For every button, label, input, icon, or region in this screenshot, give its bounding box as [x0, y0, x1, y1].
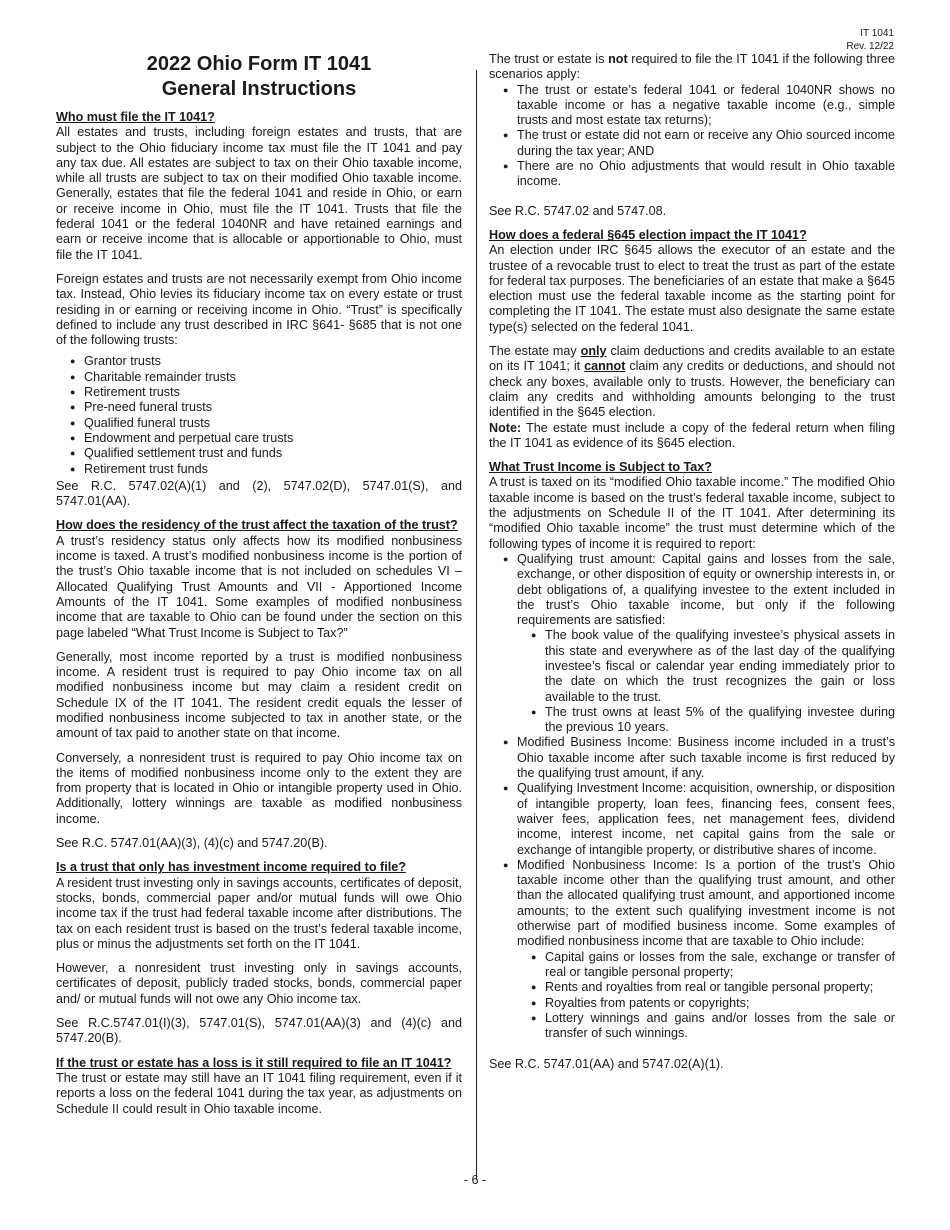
- left-column: [56, 52, 462, 1117]
- nonbusiness-examples-list: [531, 950, 895, 1042]
- list-item: ● Pre-need funeral trusts: [70, 400, 462, 415]
- trust-income-paragraph: A trust is taxed on its “modified Ohio taxable income.” The modified Ohio taxable income is based on the trust’s federal taxable income, subject to the adjustments on Schedule II of the IT 1041. After determining its “modified Ohio taxable income” the trust must determine which of the following types of income it is required to report:: [489, 475, 895, 551]
- list-item-modified-nonbusiness-income: ● Modified Nonbusiness Income: Is a portion of the trust’s Ohio taxable income other than the qualifying trust amount, and other than the allocated qualifying trust amount, and apportioned income amounts; to the extent such qualifying investment income is not otherwise part of modified business income. Some examples of modified nonbusiness income that are taxable to Ohio include: ● Capital gains or losses from the sale, exchange or transfer of real or tangible personal property; ● Rents and royalties from real or tangible personal property; ● Royalties from patents or copyrights; ● Lottery winnings and gains and/or losses from the sale or transfer of such winnings.: [503, 858, 895, 1042]
- trust-income-heading: What Trust Income is Subject to Tax?: [489, 460, 712, 475]
- residency-paragraph-1: A trust’s residency status only affects how its modified nonbusiness income is taxed. A trust’s modified nonbusiness income is the portion of the trust’s Ohio taxable income that is not included on schedules VI – Allocated Qualifying Trust Amounts and VII - Apportioned Income Amounts of the IT 1041. Some examples of modified nonbusiness income that are taxable to Ohio can be found under the section on this page labeled “What Trust Income is Subject to Tax?”: [56, 533, 462, 640]
- list-item: ● The trust or estate did not earn or receive any Ohio sourced income during the tax year; AND: [503, 128, 895, 159]
- list-item: ● Endowment and perpetual care trusts: [70, 431, 462, 446]
- list-item: ● Rents and royalties from real or tangible personal property;: [531, 980, 895, 995]
- list-item: ● There are no Ohio adjustments that would result in Ohio taxable income.: [503, 159, 895, 190]
- title-line-1: 2022 Ohio Form IT 1041: [146, 53, 372, 75]
- not-required-intro: The trust or estate is not required to file the IT 1041 if the following three scenarios apply:: [489, 52, 895, 82]
- column-divider: [476, 70, 477, 1180]
- excluded-trusts-list: [70, 354, 462, 476]
- section-645-note: Note: The estate must include a copy of the federal return when filing the IT 1041 as evidence of its §645 election.: [489, 420, 895, 450]
- list-item: ● Capital gains or losses from the sale, exchange or transfer of real or tangible personal property;: [531, 950, 895, 981]
- section-645-paragraph-2: The estate may only claim deductions and credits available to an estate on its IT 1041; it cannot claim any credits or deductions, and should not check any boxes, available only to trusts. However, the beneficiary can claim any credits and withholding amounts belonging to the trust identified in the §645 election.: [489, 344, 896, 420]
- investment-income-paragraph-1: A resident trust investing only in savings accounts, certificates of deposit, stocks, bonds, commercial paper and/or mutual funds will owe Ohio income tax if the trust had federal taxable income after distributions. The tax on each resident trust is based on the trust’s federal taxable income, plus or minus the adjustments set forth on the IT 1041.: [56, 875, 463, 951]
- who-must-file-paragraph-2: Foreign estates and trusts are not necessarily exempt from Ohio income tax. Instead, Ohio levies its fiduciary income tax on every estate or trust residing in or earning or receiving income in Ohio. “Trust” is specifically defined to include any trust described in IRC §641- §685 that is not one of the following trusts:: [56, 271, 462, 348]
- page-title: [56, 52, 462, 102]
- investment-income-paragraph-2: However, a nonresident trust investing only in savings accounts, certificates of deposit, publicly traded stocks, bonds, commercial paper and/ or mutual funds will not owe any Ohio income tax.: [56, 961, 462, 1006]
- list-item-qualifying-investment-income: ● Qualifying Investment Income: acquisition, ownership, or disposition of intangible property, loan fees, financing fees, consent fees, waiver fees, application fees, net management fees, dividend income, interest income, net capital gains from the sale or exchange of intangible property, or distributive shares of income.: [503, 781, 895, 857]
- page-number: - 6 -: [463, 1173, 487, 1187]
- title-line-2: General Instructions: [161, 78, 357, 100]
- who-must-file-reference: See R.C. 5747.02(A)(1) and (2), 5747.02(D), 5747.01(S), and 5747.01(AA).: [56, 478, 462, 509]
- residency-paragraph-3: Conversely, a nonresident trust is required to pay Ohio income tax on the items of modified nonbusiness income only to the extent they are from property that is located in Ohio or intangible property used in Ohio. Additionally, lottery winnings are taxable as modified nonbusiness income.: [56, 750, 462, 826]
- list-item: ● The trust or estate’s federal 1041 or federal 1040NR shows no taxable income or has a negative taxable income (e.g., simple trusts and most estate tax returns);: [503, 83, 895, 129]
- loss-heading: If the trust or estate has a loss is it still required to file an IT 1041?: [56, 1055, 452, 1070]
- residency-paragraph-2: Generally, most income reported by a trust is modified nonbusiness income. A resident trust is required to pay Ohio income tax on all modified nonbusiness income but may claim a resident credit on Schedule IX of the IT 1041. The resident credit equals the lesser of modified nonbusiness income subjected to tax in another state, or the amount of tax paid to another state on that income.: [56, 649, 462, 741]
- right-column: [489, 52, 895, 1082]
- form-number: IT 1041: [860, 28, 894, 39]
- residency-reference: See R.C. 5747.01(AA)(3), (4)(c) and 5747.20(B).: [56, 836, 328, 851]
- list-item: ● Grantor trusts: [70, 354, 462, 369]
- list-item: ● Retirement trusts: [70, 385, 462, 400]
- section-645-paragraph-1: An election under IRC §645 allows the executor of an estate and the trustee of a revocable trust to elect to treat the trust as part of the estate for federal tax purposes. The beneficiaries of an estate that make a §645 election must use the federal taxable income as the starting point for completing the IT 1041. The estate must also designate the same estate type(s) selected on the federal 1041.: [489, 243, 895, 334]
- qualifying-requirements-list: [531, 628, 895, 735]
- list-item: ● Royalties from patents or copyrights;: [531, 996, 895, 1011]
- list-item: ● The book value of the qualifying investee’s physical assets in this state and everywhere as of the last day of the qualifying investee’s fiscal or calendar year ending immediately prior to the date on which the trust recognizes the gain or loss available to the trust.: [531, 628, 895, 704]
- form-identifier: [846, 27, 894, 53]
- scenarios-list: [503, 83, 895, 190]
- trust-income-reference: See R.C. 5747.01(AA) and 5747.02(A)(1).: [489, 1057, 724, 1072]
- residency-heading: How does the residency of the trust affect the taxation of the trust?: [56, 518, 458, 533]
- list-item: ● Charitable remainder trusts: [70, 370, 462, 385]
- investment-income-reference: See R.C.5747.01(I)(3), 5747.01(S), 5747.01(AA)(3) and (4)(c) and 5747.20(B).: [56, 1016, 462, 1046]
- list-item: ● The trust owns at least 5% of the qualifying investee during the previous 10 years.: [531, 705, 895, 736]
- list-item-qualifying-trust-amount: ● Qualifying trust amount: Capital gains and losses from the sale, exchange, or other disposition of equity or ownership interests in, or debt obligations of, a qualifying investee to the extent included in the trust’s Ohio taxable income, but only if the following requirements are satisfied: ● The book value of the qualifying investee’s physical assets in this state and everywhere as of the last day of the qualifying investee’s fiscal or calendar year ending immediately prior to the date on which the trust recognizes the gain or loss available to the trust. ● The trust owns at least 5% of the qualifying investee during the previous 10 years.: [503, 552, 895, 736]
- loss-paragraph: The trust or estate may still have an IT 1041 filing requirement, even if it reports a loss on the federal 1041 during the tax year, as adjustments on Schedule II could result in Ohio taxable income.: [56, 1070, 462, 1116]
- who-must-file-heading: Who must file the IT 1041?: [56, 110, 215, 124]
- list-item-modified-business-income: ● Modified Business Income: Business income included in a trust’s Ohio taxable income after such taxable income is first reduced by the qualifying trust amount, if any.: [503, 735, 895, 781]
- investment-income-heading: Is a trust that only has investment income required to file?: [56, 860, 406, 875]
- who-must-file-paragraph-1: All estates and trusts, including foreign estates and trusts, that are subject to the Ohio fiduciary income tax must file the IT 1041 and pay any tax due. All estates are subject to tax on their Ohio taxable income, while all trusts are subject to tax on their modified Ohio taxable income. Generally, estates that file the federal 1041 and reside in Ohio, or earn or receive income in Ohio, must file the IT 1041. Trusts that file the federal 1041 or the federal 1040NR and have retained earnings and earn or receive income that is allocable or apportionable to Ohio, must file the IT 1041.: [56, 125, 462, 262]
- income-types-list: [503, 552, 895, 1042]
- list-item: ● Retirement trust funds: [70, 462, 462, 477]
- form-revision: Rev. 12/22: [846, 41, 894, 52]
- list-item: ● Qualified funeral trusts: [70, 416, 462, 431]
- list-item: ● Lottery winnings and gains and/or losses from the sale or transfer of such winnings.: [531, 1011, 895, 1042]
- scenarios-reference: See R.C. 5747.02 and 5747.08.: [489, 203, 667, 218]
- list-item: ● Qualified settlement trust and funds: [70, 446, 462, 461]
- section-645-heading: How does a federal §645 election impact the IT 1041?: [489, 227, 807, 242]
